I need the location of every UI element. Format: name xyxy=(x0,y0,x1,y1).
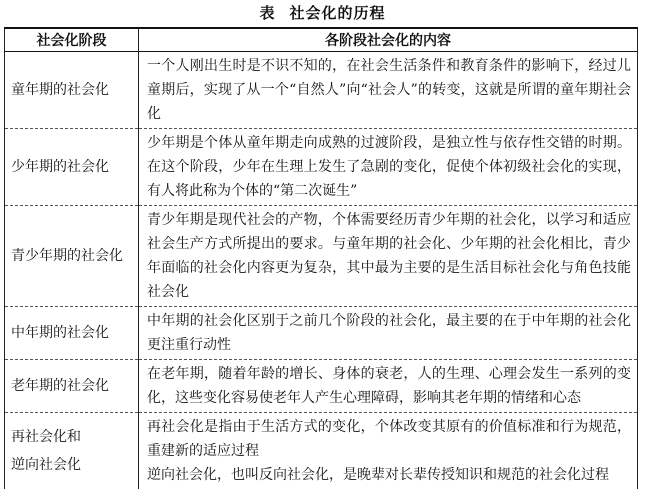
stage-text: 童年期的社会化 xyxy=(11,82,109,98)
content-cell: 再社会化是指由于生活方式的变化，个体改变其原有的价值标准和行为规范，重建新的适应过程 逆向社会化，也叫反向社会化，是晚辈对长辈传授知识和规范的社会化过程 xyxy=(139,413,638,490)
stage-cell xyxy=(5,129,139,206)
header-row xyxy=(5,28,638,52)
table-row xyxy=(5,307,638,360)
table-row xyxy=(5,413,638,490)
stage-cell xyxy=(5,413,139,490)
stage-text: 青少年期的社会化 xyxy=(11,248,123,264)
table-row xyxy=(5,52,638,129)
content-cell: 青少年期是现代社会的产物，个体需要经历青少年期的社会化，以学习和适应社会生产方式所提出的要求。与童年期的社会化、少年期的社会化相比，青少年面临的社会化内容更为复杂，其中最为主要的是生活目标社会化与角色技能社会化 xyxy=(139,206,638,307)
stage-text: 逆向社会化 xyxy=(11,457,81,473)
content-cell: 少年期是个体从童年期走向成熟的过渡阶段，是独立性与依存性交错的时期。在这个阶段，少年在生理上发生了急剧的变化，促使个体初级社会化的实现，有人将此称为个体的“第二次诞生” xyxy=(139,129,638,206)
stage-cell xyxy=(5,206,139,307)
header-stage: 社会化阶段 xyxy=(5,28,139,52)
content-cell: 在老年期，随着年龄的增长、身体的衰老，人的生理、心理会发生一系列的变化，这些变化容易使老年人产生心理障碍，影响其老年期的情绪和心态 xyxy=(139,360,638,413)
stage-text: 中年期的社会化 xyxy=(11,325,109,341)
table-title xyxy=(0,2,645,23)
stage-cell xyxy=(5,307,139,360)
table-row xyxy=(5,206,638,307)
stage-text: 再社会化和 xyxy=(11,429,81,445)
stage-cell xyxy=(5,360,139,413)
content-cell: 中年期的社会化区别于之前几个阶段的社会化，最主要的在于中年期的社会化更注重行动性 xyxy=(139,307,638,360)
table-title-label: 表 xyxy=(259,4,276,22)
content-cell: 一个人刚出生时是不识不知的，在社会生活条件和教育条件的影响下，经过儿童期后，实现了从一个“自然人”向“社会人”的转变，这就是所谓的童年期社会化 xyxy=(139,52,638,129)
table-title-text: 社会化的历程 xyxy=(289,4,386,22)
stage-text: 老年期的社会化 xyxy=(11,378,109,394)
header-content: 各阶段社会化的内容 xyxy=(139,28,638,52)
table-row xyxy=(5,129,638,206)
socialization-table xyxy=(4,27,638,489)
table-row xyxy=(5,360,638,413)
stage-text: 少年期的社会化 xyxy=(11,159,109,175)
stage-cell xyxy=(5,52,139,129)
